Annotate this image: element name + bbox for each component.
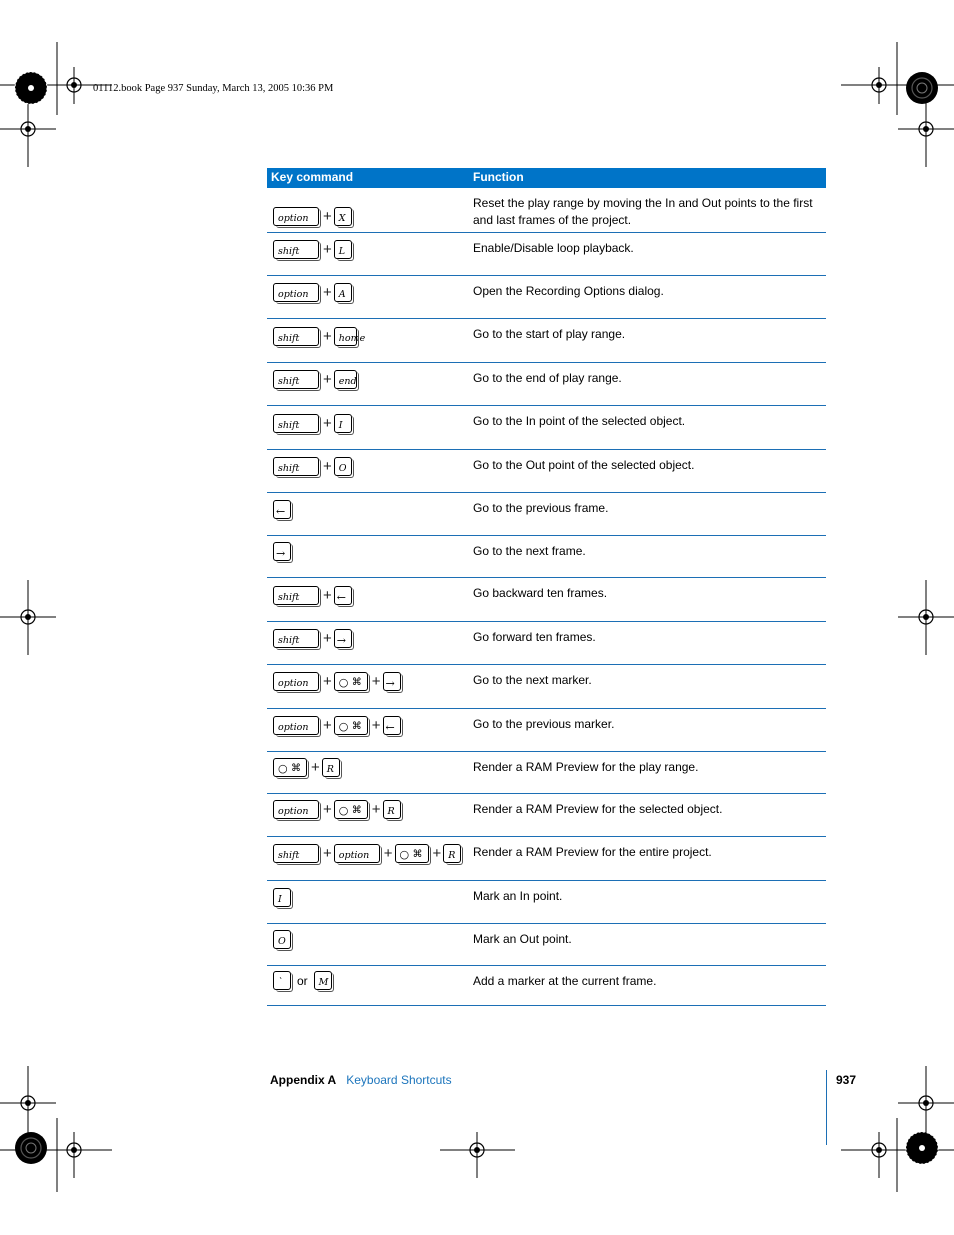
key-cap — [334, 327, 366, 346]
key-cap — [273, 207, 319, 226]
table-row — [267, 536, 826, 578]
function-description: Go forward ten frames. — [473, 630, 596, 644]
registration-starburst-icon — [15, 1132, 47, 1164]
plus-sign: + — [323, 845, 332, 862]
key-cap — [273, 672, 319, 691]
key-label: I — [278, 894, 282, 905]
table-row — [267, 188, 826, 233]
key-combination — [273, 758, 340, 777]
key-label: shift — [278, 246, 300, 257]
key-label: O — [338, 463, 347, 474]
apple-key-icon: ○ — [338, 804, 349, 817]
registration-starburst-icon — [906, 72, 938, 104]
key-label: option — [278, 289, 309, 300]
key-cap — [334, 207, 352, 226]
key-cap — [334, 240, 352, 259]
table-row — [267, 752, 826, 794]
command-symbol: ⌘ — [291, 763, 301, 774]
key-cap — [273, 414, 319, 433]
key-combination — [273, 370, 357, 389]
key-label: shift — [278, 420, 300, 431]
function-description: Enable/Disable loop playback. — [473, 241, 634, 255]
key-combination — [273, 500, 291, 519]
key-cap — [322, 758, 340, 777]
key-label: shift — [278, 333, 300, 344]
key-combination — [273, 586, 352, 605]
key-combination — [273, 207, 352, 226]
footer-appendix: Appendix A — [270, 1073, 337, 1087]
registration-starburst-icon — [906, 1132, 938, 1164]
plus-sign: + — [323, 587, 332, 604]
command-symbol: ⌘ — [351, 677, 362, 688]
function-description: Add a marker at the current frame. — [473, 974, 657, 988]
key-cap — [273, 800, 319, 819]
key-cap — [273, 716, 319, 735]
function-description: Go to the start of play range. — [473, 327, 626, 341]
footer-divider — [826, 1070, 827, 1145]
plus-sign: + — [323, 241, 332, 258]
command-key-icon — [334, 800, 368, 819]
key-cap — [314, 971, 332, 990]
key-label: I — [338, 420, 343, 431]
function-description: Go to the In point of the selected object. — [473, 414, 686, 428]
key-label: option — [278, 722, 309, 733]
key-combination — [273, 930, 291, 949]
key-combination — [273, 888, 291, 907]
key-label: shift — [278, 850, 300, 861]
key-label: option — [278, 678, 309, 689]
key-combination — [273, 283, 352, 302]
apple-key-icon: ○ — [338, 720, 349, 733]
table-row — [267, 406, 826, 450]
right-arrow-key — [334, 629, 352, 648]
plus-sign: + — [311, 759, 320, 776]
function-description: Render a RAM Preview for the play range. — [473, 760, 699, 774]
key-combination — [273, 844, 461, 863]
key-cap — [273, 971, 291, 990]
key-label: L — [338, 246, 346, 257]
key-combination — [273, 800, 401, 819]
table-header — [267, 168, 826, 188]
command-symbol: ⌘ — [351, 805, 362, 816]
print-slug: 01112.book Page 937 Sunday, March 13, 2005 10:36 PM — [93, 83, 334, 94]
key-cap — [334, 283, 352, 302]
plus-sign: + — [323, 717, 332, 734]
key-combination — [273, 240, 352, 259]
command-key-icon — [334, 716, 368, 735]
plus-sign: + — [371, 801, 381, 818]
key-label: R — [448, 850, 456, 861]
key-combination — [273, 971, 332, 990]
or-text: or — [297, 973, 308, 988]
plus-sign: + — [323, 208, 332, 225]
key-cap — [273, 327, 319, 346]
function-description: Go to the next marker. — [473, 673, 592, 687]
function-description: Go to the previous marker. — [473, 717, 615, 731]
key-label: option — [278, 806, 309, 817]
table-row — [267, 319, 826, 363]
key-label: R — [326, 764, 334, 775]
plus-sign: + — [323, 415, 332, 432]
key-label: → — [336, 634, 346, 647]
key-label: ← — [336, 591, 346, 604]
key-combination — [273, 629, 352, 648]
right-arrow-key — [273, 542, 291, 561]
key-label: shift — [278, 376, 300, 387]
function-description: Go to the Out point of the selected object. — [473, 458, 695, 472]
key-label: M — [318, 977, 329, 988]
table-row — [267, 709, 826, 752]
key-cap — [334, 457, 352, 476]
command-key-icon — [395, 844, 429, 863]
key-label: A — [338, 289, 346, 300]
footer — [270, 1073, 452, 1087]
shortcut-table — [267, 168, 826, 1006]
key-combination — [273, 672, 401, 691]
key-label: → — [276, 547, 286, 560]
command-key-icon — [273, 758, 307, 777]
table-row — [267, 665, 826, 709]
table-row — [267, 493, 826, 536]
key-combination — [273, 414, 352, 433]
table-row — [267, 622, 826, 665]
registration-starburst-icon — [15, 72, 47, 104]
function-description: Mark an Out point. — [473, 932, 572, 946]
key-label: option — [278, 213, 309, 224]
function-description: Mark an In point. — [473, 889, 563, 903]
left-arrow-key — [383, 716, 401, 735]
key-cap — [334, 414, 352, 433]
function-description: Open the Recording Options dialog. — [473, 284, 664, 298]
key-combination — [273, 457, 352, 476]
table-row — [267, 881, 826, 924]
page-number: 937 — [836, 1073, 857, 1087]
key-label: option — [338, 850, 370, 861]
key-cap — [273, 629, 319, 648]
key-cap — [383, 800, 401, 819]
key-label: shift — [278, 592, 300, 603]
key-cap — [273, 586, 319, 605]
plus-sign: + — [323, 673, 332, 690]
key-combination — [273, 327, 366, 346]
key-cap — [334, 844, 380, 863]
key-cap — [334, 370, 357, 389]
plus-sign: + — [323, 630, 332, 647]
plus-sign: + — [323, 328, 332, 345]
key-label: home — [338, 333, 366, 344]
command-symbol: ⌘ — [351, 721, 362, 732]
key-combination — [273, 716, 401, 735]
command-key-icon — [334, 672, 368, 691]
apple-key-icon: ○ — [278, 762, 288, 775]
plus-sign: + — [432, 845, 442, 862]
key-cap — [273, 370, 319, 389]
table-row — [267, 578, 826, 622]
plus-sign: + — [383, 845, 393, 862]
key-cap — [273, 283, 319, 302]
plus-sign: + — [371, 717, 381, 734]
key-label: → — [385, 677, 395, 690]
plus-sign: + — [323, 284, 332, 301]
key-label: O — [278, 936, 286, 947]
key-label: end — [338, 376, 357, 387]
function-description: Go to the previous frame. — [473, 501, 609, 515]
plus-sign: + — [323, 458, 332, 475]
function-description: Go to the end of play range. — [473, 371, 622, 385]
function-description: Go backward ten frames. — [473, 586, 608, 600]
function-description: Go to the next frame. — [473, 544, 586, 558]
right-arrow-key — [383, 672, 401, 691]
key-cap — [273, 930, 291, 949]
key-cap — [273, 457, 319, 476]
header-key-command: Key command — [271, 170, 354, 184]
key-cap — [443, 844, 461, 863]
table-body — [267, 188, 826, 1006]
function-description: Render a RAM Preview for the selected object. — [473, 802, 723, 816]
apple-key-icon: ○ — [399, 848, 410, 861]
key-label: ` — [278, 977, 283, 988]
key-label: ← — [276, 505, 286, 518]
key-combination — [273, 542, 291, 561]
table-row — [267, 837, 826, 881]
footer-section-link[interactable]: Keyboard Shortcuts — [346, 1073, 452, 1087]
function-description: Reset the play range by moving the In and Out points to the first and last frames of the project. — [473, 196, 813, 227]
left-arrow-key — [273, 500, 291, 519]
key-cap — [273, 844, 319, 863]
table-row — [267, 924, 826, 966]
table-row — [267, 363, 826, 406]
key-label: ← — [385, 721, 395, 734]
key-label: shift — [278, 463, 300, 474]
key-cap — [273, 888, 291, 907]
command-symbol: ⌘ — [412, 849, 423, 860]
key-label: shift — [278, 635, 300, 646]
apple-key-icon: ○ — [338, 676, 349, 689]
table-row — [267, 233, 826, 276]
plus-sign: + — [323, 371, 332, 388]
left-arrow-key — [334, 586, 352, 605]
key-label: R — [387, 806, 395, 817]
table-row — [267, 450, 826, 493]
key-cap — [273, 240, 319, 259]
table-row — [267, 276, 826, 319]
table-row — [267, 794, 826, 837]
table-row — [267, 966, 826, 1006]
key-label: X — [338, 213, 346, 224]
plus-sign: + — [323, 801, 332, 818]
plus-sign: + — [371, 673, 381, 690]
header-function: Function — [473, 170, 524, 184]
function-description: Render a RAM Preview for the entire project. — [473, 845, 712, 859]
